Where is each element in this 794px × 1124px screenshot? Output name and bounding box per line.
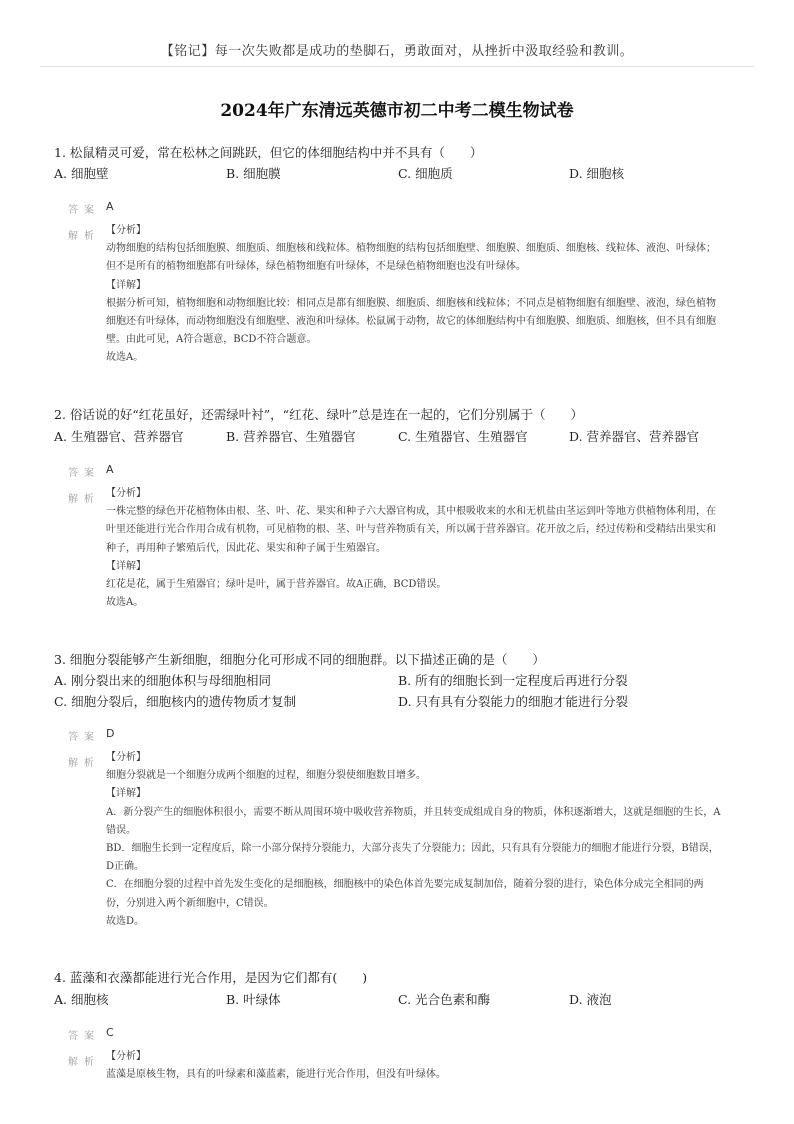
option-a: A. 生殖器官、营养器官: [54, 429, 184, 444]
analysis-label: 解析: [68, 231, 100, 242]
option-d: D. 细胞核: [569, 166, 625, 181]
option-a: A. 刚分裂出来的细胞体积与母细胞相同: [54, 673, 271, 688]
analysis-line: 【分析】: [106, 1051, 146, 1062]
option-c: C. 光合色素和酶: [398, 992, 491, 1007]
analysis-line: 故选A。: [106, 352, 144, 364]
page-title: 2024年广东清远英德市初二中考二模生物试卷: [220, 101, 574, 121]
options-row: [54, 671, 754, 691]
question-stem: 4. 蓝藻和衣藻都能进行光合作用，是因为它们都有( ): [54, 970, 368, 985]
motto: 【铭记】每一次失败都是成功的垫脚石，勇敢面对，从挫折中汲取经验和教训。: [160, 44, 634, 59]
analysis-line: 【详解】: [106, 560, 146, 572]
analysis-text: [106, 749, 722, 931]
analysis-line: 【分析】: [106, 752, 146, 763]
analysis-text: [106, 485, 722, 612]
question-stem: 3. 细胞分裂能够产生新细胞，细胞分化可形成不同的细胞群。以下描述正确的是（ ）: [54, 652, 545, 667]
analysis-line: 【详解】: [106, 788, 146, 800]
option-c: C. 细胞质: [398, 166, 453, 181]
analysis-label: 解析: [68, 758, 100, 769]
header-divider: [40, 66, 754, 67]
option-d: D. 营养器官、营养器官: [569, 429, 700, 444]
analysis-text: [106, 222, 722, 368]
answer-label: 答案: [68, 1031, 100, 1042]
analysis-line: 【详解】: [106, 279, 146, 291]
option-b: B. 所有的细胞长到一定程度后再进行分裂: [398, 673, 628, 688]
option-a: A. 细胞壁: [54, 166, 109, 181]
option-b: B. 细胞膜: [226, 166, 281, 181]
analysis-line: 动物细胞的结构包括细胞膜、细胞质、细胞核和线粒体。植物细胞的结构包括细胞壁、细胞膜、细胞质、细胞核、线粒体、液泡、叶绿体；但不是所有的植物细胞都有叶绿体，绿色植物细胞有叶绿体，不是绿色植物细胞也没有叶绿体。: [106, 243, 716, 273]
option-c: C. 生殖器官、生殖器官: [398, 429, 528, 444]
answer-value: A: [106, 463, 114, 476]
answer-value: C: [106, 1026, 114, 1039]
analysis-line: BD．细胞生长到一定程度后，除一小部分保持分裂能力，大部分丧失了分裂能力；因此，只有具有分裂能力的细胞才能进行分裂，B错误，D正确。: [106, 843, 719, 873]
analysis-line: 蓝藻是原核生物，具有的叶绿素和藻蓝素，能进行光合作用，但没有叶绿体。: [106, 1069, 446, 1081]
analysis-text: [106, 1048, 722, 1084]
option-b: B. 叶绿体: [226, 992, 281, 1007]
question-stem: 1. 松鼠精灵可爱，常在松林之间跳跃，但它的体细胞结构中并不具有（ ）: [54, 145, 483, 160]
analysis-line: 红花是花，属于生殖器官；绿叶是叶，属于营养器官。故A正确，BCD错误。: [106, 579, 447, 591]
option-d: D. 只有具有分裂能力的细胞才能进行分裂: [398, 694, 629, 709]
analysis-line: 细胞分裂就是一个细胞分成两个细胞的过程，细胞分裂使细胞数目增多。: [106, 770, 426, 782]
answer-value: A: [106, 200, 114, 213]
answer-label: 答案: [68, 732, 100, 743]
analysis-line: A．新分裂产生的细胞体积很小，需要不断从周围环境中吸收营养物质，并且转变成组成自身的物质，体积逐渐增大，这就是细胞的生长，A错误。: [106, 806, 721, 836]
analysis-line: C．在细胞分裂的过程中首先发生变化的是细胞核，细胞核中的染色体首先要完成复制加倍，随着分裂的进行，染色体分成完全相同的两份，分别进入两个新细胞中，C错误。: [106, 879, 704, 909]
options-row: [54, 692, 754, 712]
analysis-line: 【分析】: [106, 225, 146, 236]
analysis-line: 【分析】: [106, 488, 146, 499]
analysis-line: 根据分析可知，植物细胞和动物细胞比较：相同点是都有细胞膜、细胞质、细胞核和线粒体；不同点是植物细胞有细胞壁、液泡，绿色植物细胞还有叶绿体，而动物细胞没有细胞壁、液泡和叶绿体。松鼠属于动物，故它的体细胞结构中有细胞膜、细胞质、细胞核，但不具有细胞壁。由此可见，A符合题意，BCD不符合题意。: [106, 297, 716, 346]
options-row: [54, 427, 754, 447]
analysis-line: 故选A。: [106, 597, 144, 609]
answer-value: D: [106, 727, 115, 740]
analysis-line: 故选D。: [106, 915, 145, 927]
option-a: A. 细胞核: [54, 992, 109, 1007]
option-d: D. 液泡: [569, 992, 612, 1007]
analysis-line: 一株完整的绿色开花植物体由根、茎、叶、花、果实和种子六大器官构成，其中根吸收来的水和无机盐由茎运到叶等地方供植物体利用，在叶里还能进行光合作用合成有机物，可见植物的根、茎、叶与营养物质有关，所以属于营养器官。花开放之后，经过传粉和受精结出果实和种子，再用种子繁殖后代，因此花、果实和种子属于生殖器官。: [106, 506, 716, 554]
answer-label: 答案: [68, 468, 100, 479]
analysis-label: 解析: [68, 494, 100, 505]
options-row: [54, 990, 754, 1010]
options-row: [54, 164, 754, 184]
question-stem: 2. 俗话说的好“红花虽好，还需绿叶衬”，“红花、绿叶”总是连在一起的，它们分别属于（ ）: [54, 407, 583, 422]
option-b: B. 营养器官、生殖器官: [226, 429, 356, 444]
analysis-label: 解析: [68, 1057, 100, 1068]
option-c: C. 细胞分裂后，细胞核内的遗传物质才复制: [54, 694, 297, 709]
answer-label: 答案: [68, 205, 100, 216]
